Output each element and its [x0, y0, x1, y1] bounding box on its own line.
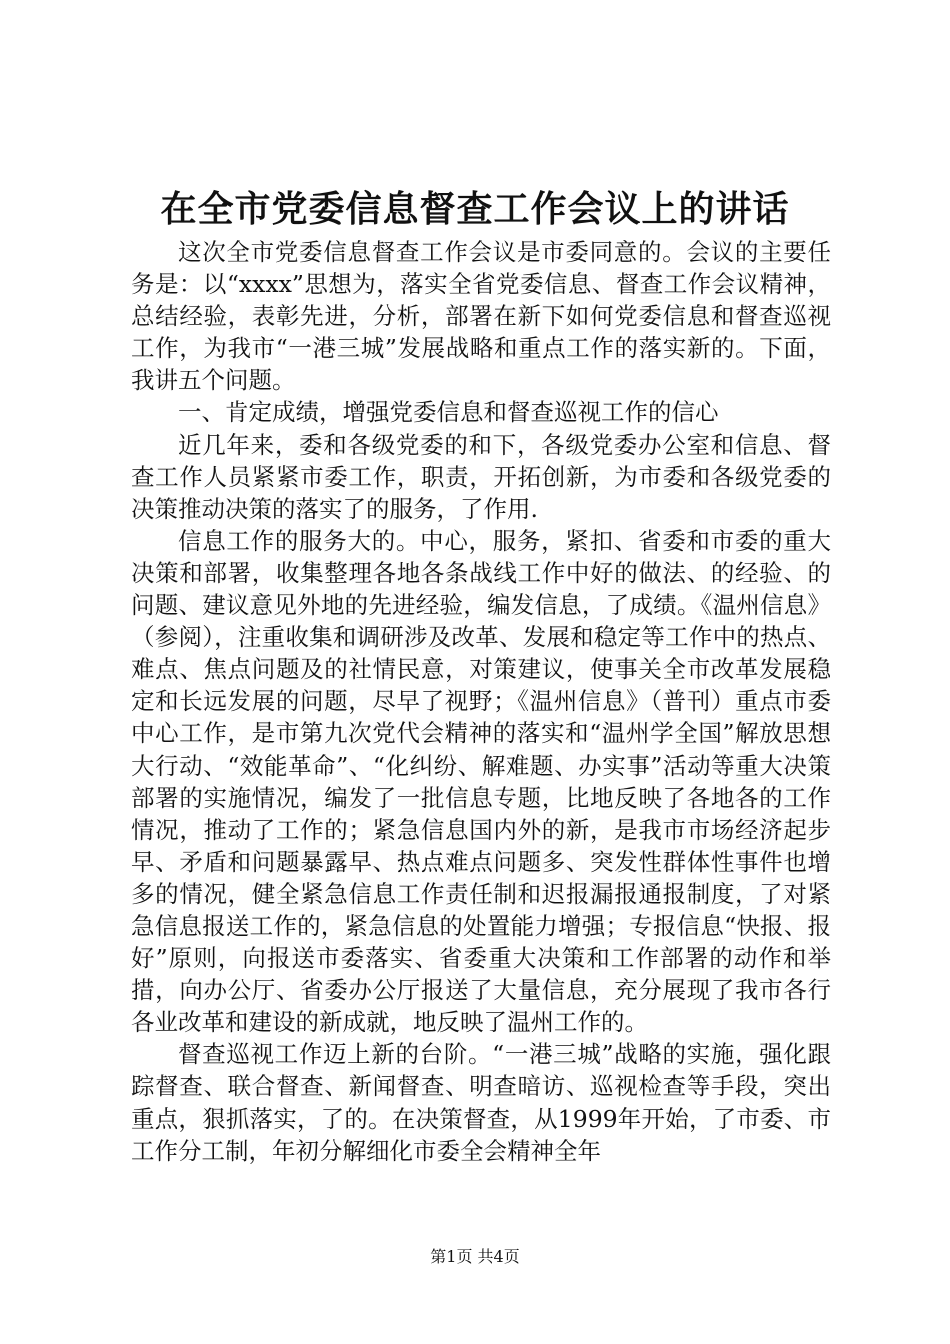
document-title: 在全市党委信息督查工作会议上的讲话 — [160, 188, 790, 230]
paragraph-supervision-work: 督查巡视工作迈上新的台阶。“一港三城”战略的实施，强化跟踪督查、联合督查、新闻督查、明查暗访、巡视检查等手段，突出重点，狠抓落实，了的。在决策督查，从1999年开始，了市委、市工作分工制，年初分解细化市委全会精神全年 — [131, 1040, 831, 1165]
document-body — [131, 236, 831, 1167]
paragraph-achievements: 近几年来，委和各级党委的和下，各级党委办公室和信息、督查工作人员紧紧市委工作，职责，开拓创新，为市委和各级党委的决策推动决策的落实了的服务，了作用. — [131, 430, 831, 523]
paragraph-intro: 这次全市党委信息督查工作会议是市委同意的。会议的主要任务是：以“xxxx”思想为，落实全省党委信息、督查工作会议精神，总结经验，表彰先进，分析，部署在新下如何党委信息和督查巡视工作，为我市“一港三城”发展战略和重点工作的落实新的。下面，我讲五个问题。 — [131, 238, 831, 395]
section-heading-1: 一、肯定成绩，增强党委信息和督查巡视工作的信心 — [178, 398, 719, 427]
page-number-footer: 第1页 共4页 — [430, 1247, 520, 1266]
paragraph-information-work: 信息工作的服务大的。中心，服务，紧扣、省委和市委的重大决策和部署，收集整理各地各条战线工作中好的做法、的经验、的问题、建议意见外地的先进经验，编发信息，了成绩。《温州信息》（参阅），注重收集和调研涉及改革、发展和稳定等工作中的热点、难点、焦点问题及的社情民意，对策建议，使事关全市改革发展稳定和长远发展的问题，尽早了视野；《温州信息》（普刊）重点市委中心工作，是市第九次党代会精神的落实和“温州学全国”解放思想大行动、“效能革命”、“化纠纷、解难题、办实事”活动等重大决策部署的实施情况，编发了一批信息专题，比地反映了各地各的工作情况，推动了工作的；紧急信息国内外的新，是我市市场经济起步早、矛盾和问题暴露早、热点难点问题多、突发性群体性事件也增多的情况，健全紧急信息工作责任制和迟报漏报通报制度，了对紧急信息报送工作的，紧急信息的处置能力增强；专报信息“快报、报好”原则，向报送市委落实、省委重大决策和工作部署的动作和举措，向办公厅、省委办公厅报送了大量信息，充分展现了我市各行各业改革和建设的新成就，地反映了温州工作的。 — [131, 526, 831, 1037]
